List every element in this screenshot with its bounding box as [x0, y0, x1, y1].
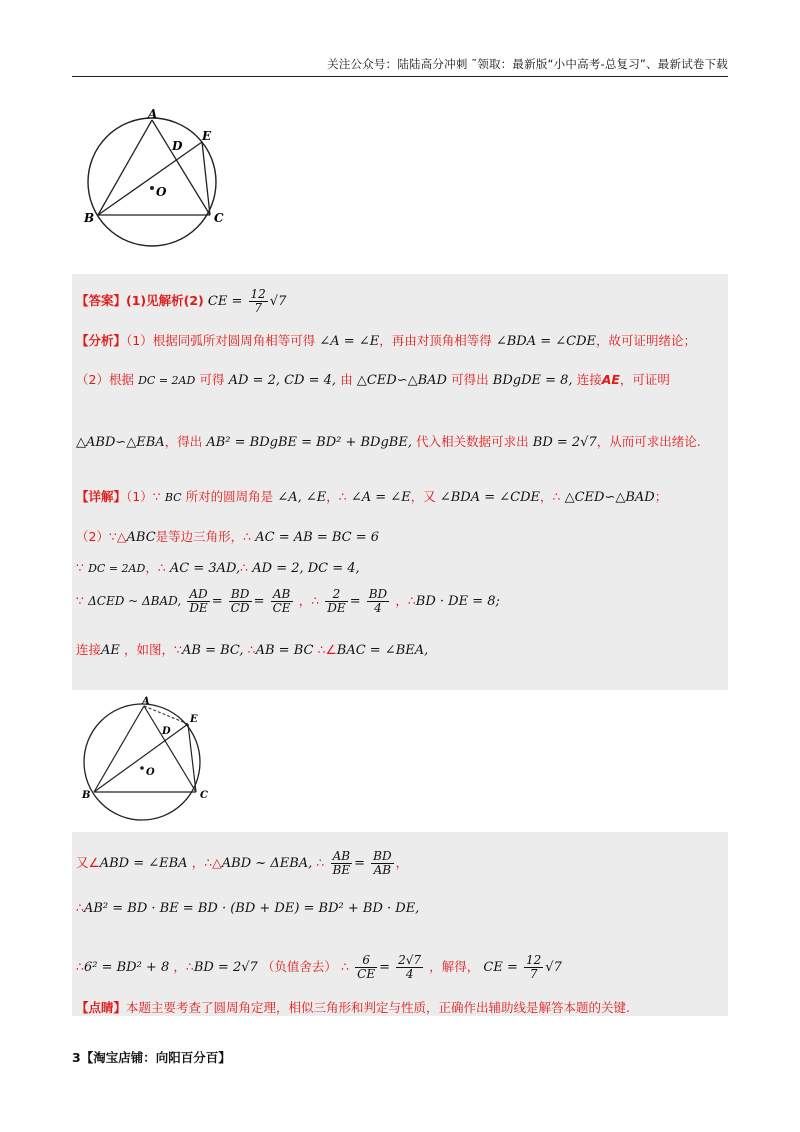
- label-a: A: [148, 107, 158, 121]
- detail-line-5: 连接AE ，如图，∵AB = BC, ∴AB = BC ∴∠BAC = ∠BEA,: [76, 642, 429, 658]
- page-header: 关注公众号：陆陆高分冲刺 ˜领取：最新版“小中高考-总复习”、最新试卷下载: [72, 56, 728, 77]
- label-b: B: [84, 211, 95, 225]
- analysis-line-1: 【分析】（1）根据同弧所对圆周角相等可得 ∠A = ∠E，再由对顶角相等得 ∠BDA = ∠CDE，故可证明绪论；: [76, 333, 697, 349]
- label-e: E: [202, 129, 212, 143]
- label-c-2: C: [200, 790, 208, 801]
- label-o-2: O: [146, 767, 155, 778]
- comment-line: 【点睛】本题主要考查了圆周角定理，相似三角形和判定与性质，正确作出辅助线是解答本题的关键.: [76, 1000, 630, 1015]
- detail-line-2: （2）∵△ABC是等边三角形，∴ AC = AB = BC = 6: [76, 529, 380, 545]
- circle-figure-1: [80, 100, 240, 260]
- label-e-2: E: [190, 714, 198, 725]
- label-d: D: [172, 139, 183, 153]
- answer-line: 【答案】(1)见解析(2) CE = $\frac{12}{7}$ √7: [76, 287, 287, 315]
- page-footer: 3【淘宝店铺：向阳百分百】: [72, 1050, 231, 1065]
- label-o: O: [156, 185, 167, 199]
- circle-figure-2: [78, 694, 218, 824]
- label-c: C: [214, 211, 224, 225]
- detail-line-1: 【详解】（1）∵ BC 所对的圆周角是 ∠A, ∠E，∴ ∠A = ∠E，又 ∠BDA = ∠CDE，∴ △CED∽△BAD；: [76, 489, 668, 505]
- label-a-2: A: [142, 696, 150, 707]
- detail-line-4: ∵ ΔCED ~ ΔBAD, $\frac{AD}{DE}$ = $\frac{BD}{CD}$ = $\frac{AB}{CE}$ ，∴ $\frac{2}{DE}$ = $\frac{BD}{4}$ ，∴BD · DE = 8;: [76, 587, 500, 615]
- detail2-line-1: 又∠ABD = ∠EBA ，∴△ABD ~ ΔEBA, ∴ $\frac{AB}{BE}$ = $\frac{BD}{AB}$ ，: [76, 849, 409, 877]
- detail-line-3: ∵ DC = 2AD，∴ AC = 3AD,∴ AD = 2, DC = 4,: [76, 560, 360, 576]
- detail2-line-2: ∴AB² = BD · BE = BD · (BD + DE) = BD² + BD · DE,: [76, 900, 420, 916]
- detail2-line-3: ∴6² = BD² + 8 ，∴BD = 2√7 （负值舍去） ∴ $\frac{6}{CE}$ = $\frac{2√7}{4}$ ，解得， CE = $\frac{12}{7}$ √7: [76, 953, 562, 981]
- analysis-line-2: （2）根据 DC = 2AD 可得 AD = 2, CD = 4, 由 △CED∽△BAD 可得出 BDgDE = 8, 连接AE，可证明: [76, 372, 670, 388]
- label-b-2: B: [82, 790, 91, 801]
- analysis-line-3: △ABD∽△EBA，得出 AB² = BDgBE = BD² + BDgBE, 代入相关数据可求出 BD = 2√7，从而可求出绪论.: [76, 434, 701, 450]
- label-d-2: D: [162, 726, 171, 737]
